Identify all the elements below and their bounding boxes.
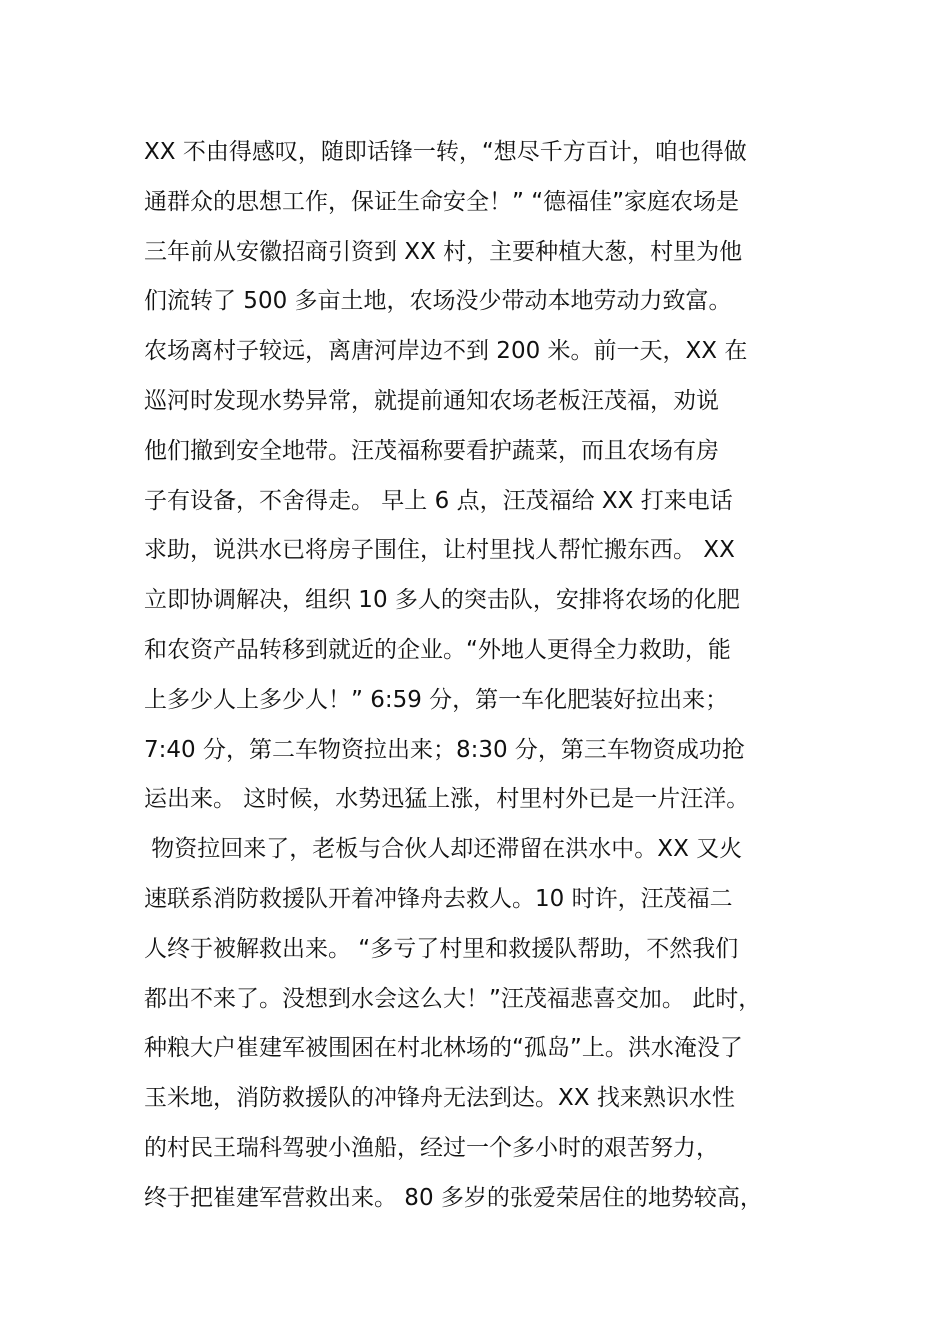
text-line: 子有设备，不舍得走。 早上 6 点，汪茂福给 XX 打来电话: [144, 487, 733, 514]
text-line: 人终于被解救出来。 “多亏了村里和救援队帮助，不然我们: [144, 935, 739, 962]
body-paragraph: [144, 128, 844, 1224]
text-line: 都出不来了。没想到水会这么大！”汪茂福悲喜交加。 此时，: [144, 985, 762, 1012]
text-line: 三年前从安徽招商引资到 XX 村，主要种植大葱，村里为他: [144, 238, 743, 265]
text-line: 求助，说洪水已将房子围住，让村里找人帮忙搬东西。 XX: [144, 537, 735, 564]
text-line: 和农资产品转移到就近的企业。“外地人更得全力救助，能: [144, 636, 731, 663]
text-line: 们流转了 500 多亩土地，农场没少带动本地劳动力致富。: [144, 288, 732, 315]
text-line: XX 不由得感叹，随即话锋一转，“想尽千方百计，咱也得做: [144, 139, 747, 165]
text-line: 巡河时发现水势异常，就提前通知农场老板汪茂福，劝说: [144, 387, 719, 414]
text-line: 7:40 分，第二车物资拉出来；8:30 分，第三车物资成功抢: [144, 736, 745, 763]
text-line: 物资拉回来了，老板与合伙人却还滞留在洪水中。XX 又火: [144, 836, 743, 863]
text-line: 通群众的思想工作，保证生命安全！” “德福佳”家庭农场是: [144, 188, 740, 215]
text-line: 速联系消防救援队开着冲锋舟去救人。10 时许，汪茂福二: [144, 885, 733, 912]
text-line: 立即协调解决，组织 10 多人的突击队，安排将农场的化肥: [144, 587, 740, 614]
text-line: 玉米地，消防救援队的冲锋舟无法到达。XX 找来熟识水性: [144, 1085, 735, 1112]
text-line: 终于把崔建军营救出来。 80 多岁的张爱荣居住的地势较高，: [144, 1184, 763, 1211]
text-line: 他们撤到安全地带。汪茂福称要看护蔬菜，而且农场有房: [144, 437, 719, 464]
text-line: 农场离村子较远，离唐河岸边不到 200 米。前一天，XX 在: [144, 338, 748, 365]
text-line: 的村民王瑞科驾驶小渔船，经过一个多小时的艰苦努力，: [144, 1134, 719, 1161]
text-line: 运出来。 这时候，水势迅猛上涨，村里村外已是一片汪洋。: [144, 786, 750, 813]
text-line: 种粮大户崔建军被围困在村北林场的“孤岛”上。洪水淹没了: [144, 1035, 743, 1062]
text-line: 上多少人上多少人！” 6:59 分，第一车化肥装好拉出来；: [144, 686, 729, 713]
